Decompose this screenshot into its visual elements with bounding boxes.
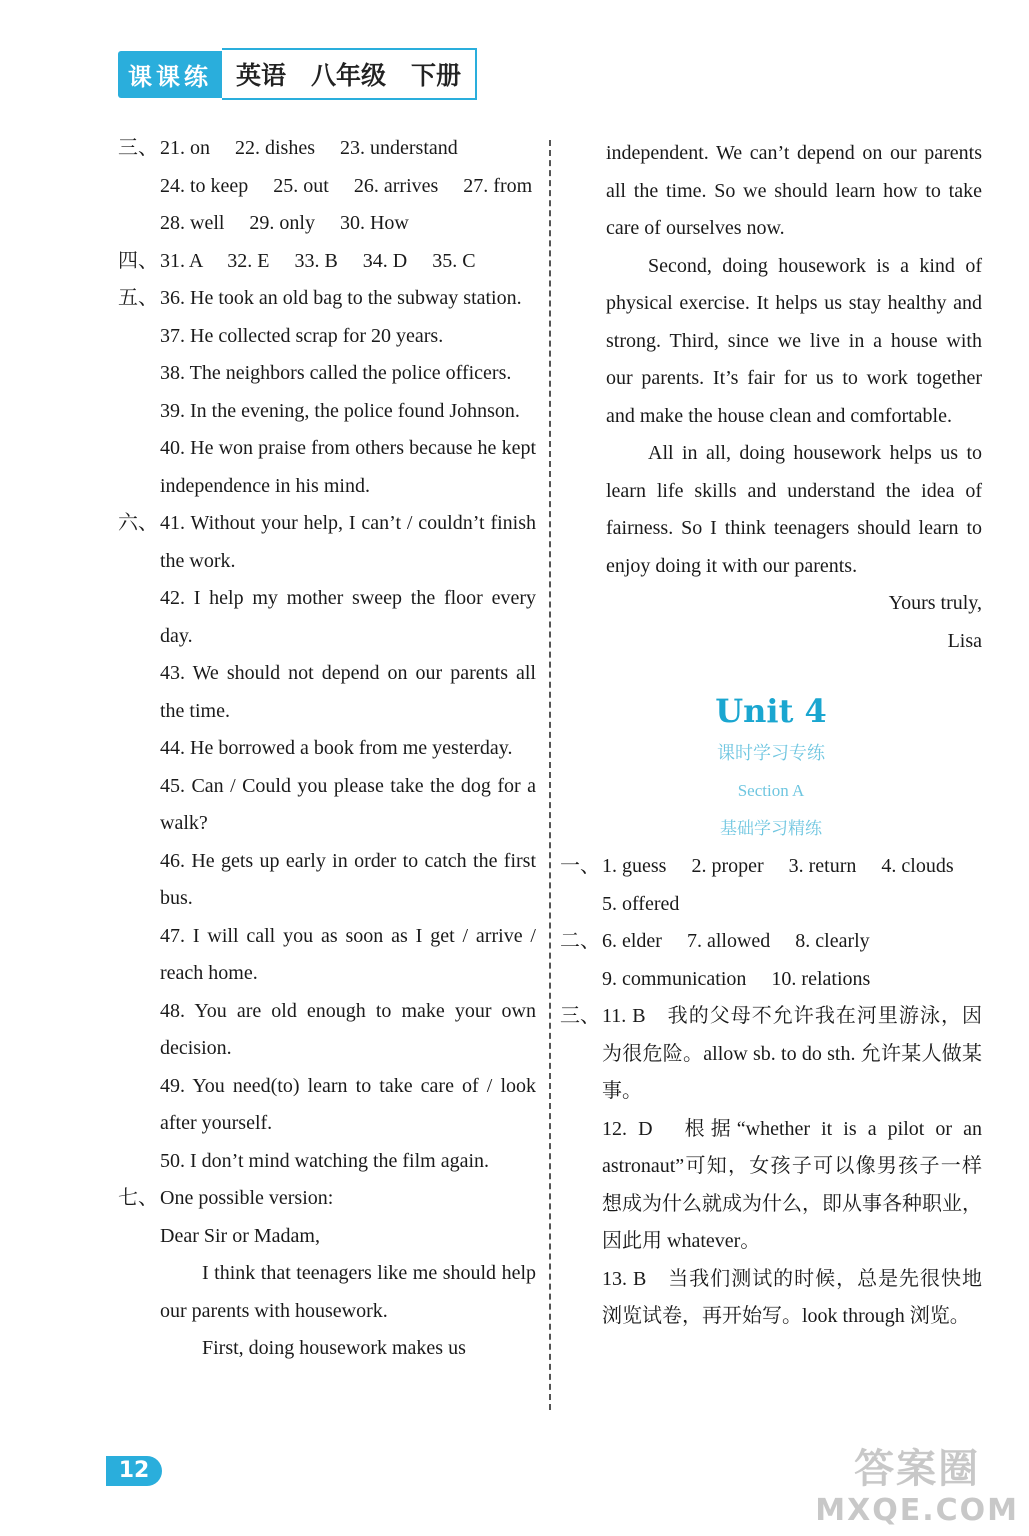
section-mark: 四、	[118, 249, 158, 272]
section-mark	[118, 1143, 160, 1181]
answer-row	[118, 280, 536, 318]
answer-row	[560, 998, 982, 1111]
answer-text: 13. B 当我们测试的时候，总是先很快地浏览试卷，再开始写。look through 浏览。	[602, 1267, 982, 1327]
answer-row	[118, 1143, 536, 1181]
section-mark: 二、	[560, 930, 600, 952]
section-mark: 一、	[560, 855, 600, 877]
section-mark	[560, 1261, 602, 1336]
letter-paragraph: All in all, doing housework helps us to learn life skills and understand the idea of fairness. So I think teenagers should learn to enjoy doing it with our parents.	[606, 442, 982, 577]
answer-text: 44. He borrowed a book from me yesterday.	[160, 737, 513, 759]
letter-paragraph: Second, doing housework is a kind of physical exercise. It helps us stay healthy and strong. Third, since we live in a house with our parents. It’s fair for us to work together and make the house clean and comfortable.	[606, 254, 982, 427]
letter-signature: Lisa	[947, 629, 982, 652]
letter-greeting: Dear Sir or Madam,	[160, 1224, 320, 1247]
answer-row	[118, 205, 536, 243]
answer-text: 5. offered	[602, 892, 680, 915]
answer-row	[118, 993, 536, 1068]
answer-text: 6. elder 7. allowed 8. clearly	[602, 930, 870, 952]
answer-row	[560, 848, 982, 886]
answer-row	[118, 580, 536, 655]
answer-row	[560, 923, 982, 961]
answer-text: 50. I don’t mind watching the film again.	[160, 1149, 490, 1172]
answer-row	[118, 430, 536, 505]
page-number: 12	[106, 1456, 162, 1486]
answer-text: 39. In the evening, the police found Johnson.	[160, 399, 520, 422]
answer-text: 36. He took an old bag to the subway station.	[160, 287, 522, 309]
answer-text: One possible version:	[160, 1187, 334, 1209]
answer-row	[118, 168, 536, 206]
answer-row	[118, 505, 536, 580]
answer-text: 42. I help my mother sweep the floor every day.	[160, 587, 536, 647]
unit-subtitle: 课时学习专练	[717, 743, 825, 763]
letter-paragraph-continued: independent. We can’t depend on our parents all the time. So we should learn how to take care of ourselves now.	[606, 142, 982, 239]
section-mark	[118, 1068, 160, 1143]
book-subtitle: 英语 八年级 下册	[222, 48, 477, 100]
section-mark	[118, 580, 160, 655]
answer-text: 9. communication 10. relations	[602, 967, 871, 990]
page-header	[118, 48, 477, 100]
watermark-text: 答案圈	[854, 1446, 981, 1492]
answer-text: 21. on 22. dishes 23. understand	[160, 137, 458, 159]
section-mark	[118, 993, 160, 1068]
answer-text: 37. He collected scrap for 20 years.	[160, 324, 444, 347]
answer-text: 43. We should not depend on our parents all the time.	[160, 662, 536, 722]
section-mark	[118, 430, 160, 505]
section-mark: 五、	[118, 287, 158, 309]
answer-row	[118, 1068, 536, 1143]
answer-text: 11. B 我的父母不允许我在河里游泳，因为很危险。allow sb. to do sth. 允许某人做某事。	[602, 1005, 982, 1102]
answer-text: 41. Without your help, I can’t / couldn’t finish the work.	[160, 512, 536, 572]
section-mark	[118, 168, 160, 206]
answer-row	[560, 961, 982, 999]
answer-text: 28. well 29. only 30. How	[160, 212, 409, 234]
answer-row	[560, 1261, 982, 1336]
series-brand: 课课练	[118, 51, 222, 98]
section-mark	[118, 318, 160, 356]
practice-title: 基础学习精练	[720, 819, 822, 838]
answer-row	[118, 355, 536, 393]
section-mark	[560, 886, 602, 924]
answer-text: 47. I will call you as soon as I get / arrive / reach home.	[160, 924, 536, 984]
section-mark: 三、	[560, 1005, 600, 1027]
unit-title: Unit 4	[715, 692, 827, 730]
section-mark	[118, 393, 160, 431]
section-mark	[118, 355, 160, 393]
answer-text: 40. He won praise from others because he kept independence in his mind.	[160, 437, 536, 497]
section-mark	[560, 961, 602, 999]
left-column	[118, 130, 536, 1368]
answer-text: 45. Can / Could you please take the dog for a walk?	[160, 774, 536, 834]
answer-row	[118, 130, 536, 168]
column-divider	[549, 140, 551, 1410]
section-mark	[560, 1111, 602, 1261]
section-mark	[118, 655, 160, 730]
answer-row	[560, 886, 982, 924]
right-column	[560, 135, 982, 1336]
answer-row	[118, 918, 536, 993]
letter-closing: Yours truly,	[888, 592, 982, 614]
answer-text: 24. to keep 25. out 26. arrives 27. from	[160, 174, 533, 197]
letter-paragraph: First, doing housework makes us	[202, 1337, 466, 1359]
section-mark	[118, 918, 160, 993]
section-mark: 三、	[118, 137, 158, 159]
watermark-url: MXQE.COM	[815, 1493, 1019, 1528]
answer-row	[118, 768, 536, 843]
section-mark: 七、	[118, 1187, 158, 1209]
answer-text: 12. D 根据“whether it is a pilot or an astronaut”可知，女孩子可以像男孩子一样想成为什么就成为什么，即从事各种职业，因此用 whatever。	[602, 1117, 982, 1252]
answer-row	[118, 393, 536, 431]
answer-text: 48. You are old enough to make your own decision.	[160, 999, 536, 1059]
watermark-logo	[815, 1448, 1019, 1532]
answer-row	[560, 1111, 982, 1261]
section-mark	[118, 730, 160, 768]
answer-row	[118, 730, 536, 768]
letter-body-start	[118, 1255, 536, 1368]
letter-body-end	[560, 248, 982, 661]
section-mark: 六、	[118, 512, 158, 534]
answer-row	[118, 243, 536, 281]
section-mark	[118, 843, 160, 918]
answer-text: 46. He gets up early in order to catch the first bus.	[160, 849, 536, 909]
answer-row	[118, 318, 536, 356]
answer-row	[118, 655, 536, 730]
answer-row	[118, 843, 536, 918]
section-mark	[118, 768, 160, 843]
section-mark	[118, 205, 160, 243]
section-title: Section A	[737, 781, 805, 800]
answer-text: 31. A 32. E 33. B 34. D 35. C	[160, 249, 476, 272]
answer-text: 1. guess 2. proper 3. return 4. clouds	[602, 855, 954, 877]
answer-text: 38. The neighbors called the police officers.	[160, 362, 512, 384]
letter-paragraph: I think that teenagers like me should help our parents with housework.	[160, 1262, 536, 1322]
answer-text: 49. You need(to) learn to take care of / look after yourself.	[160, 1074, 536, 1134]
answer-row	[118, 1180, 536, 1218]
